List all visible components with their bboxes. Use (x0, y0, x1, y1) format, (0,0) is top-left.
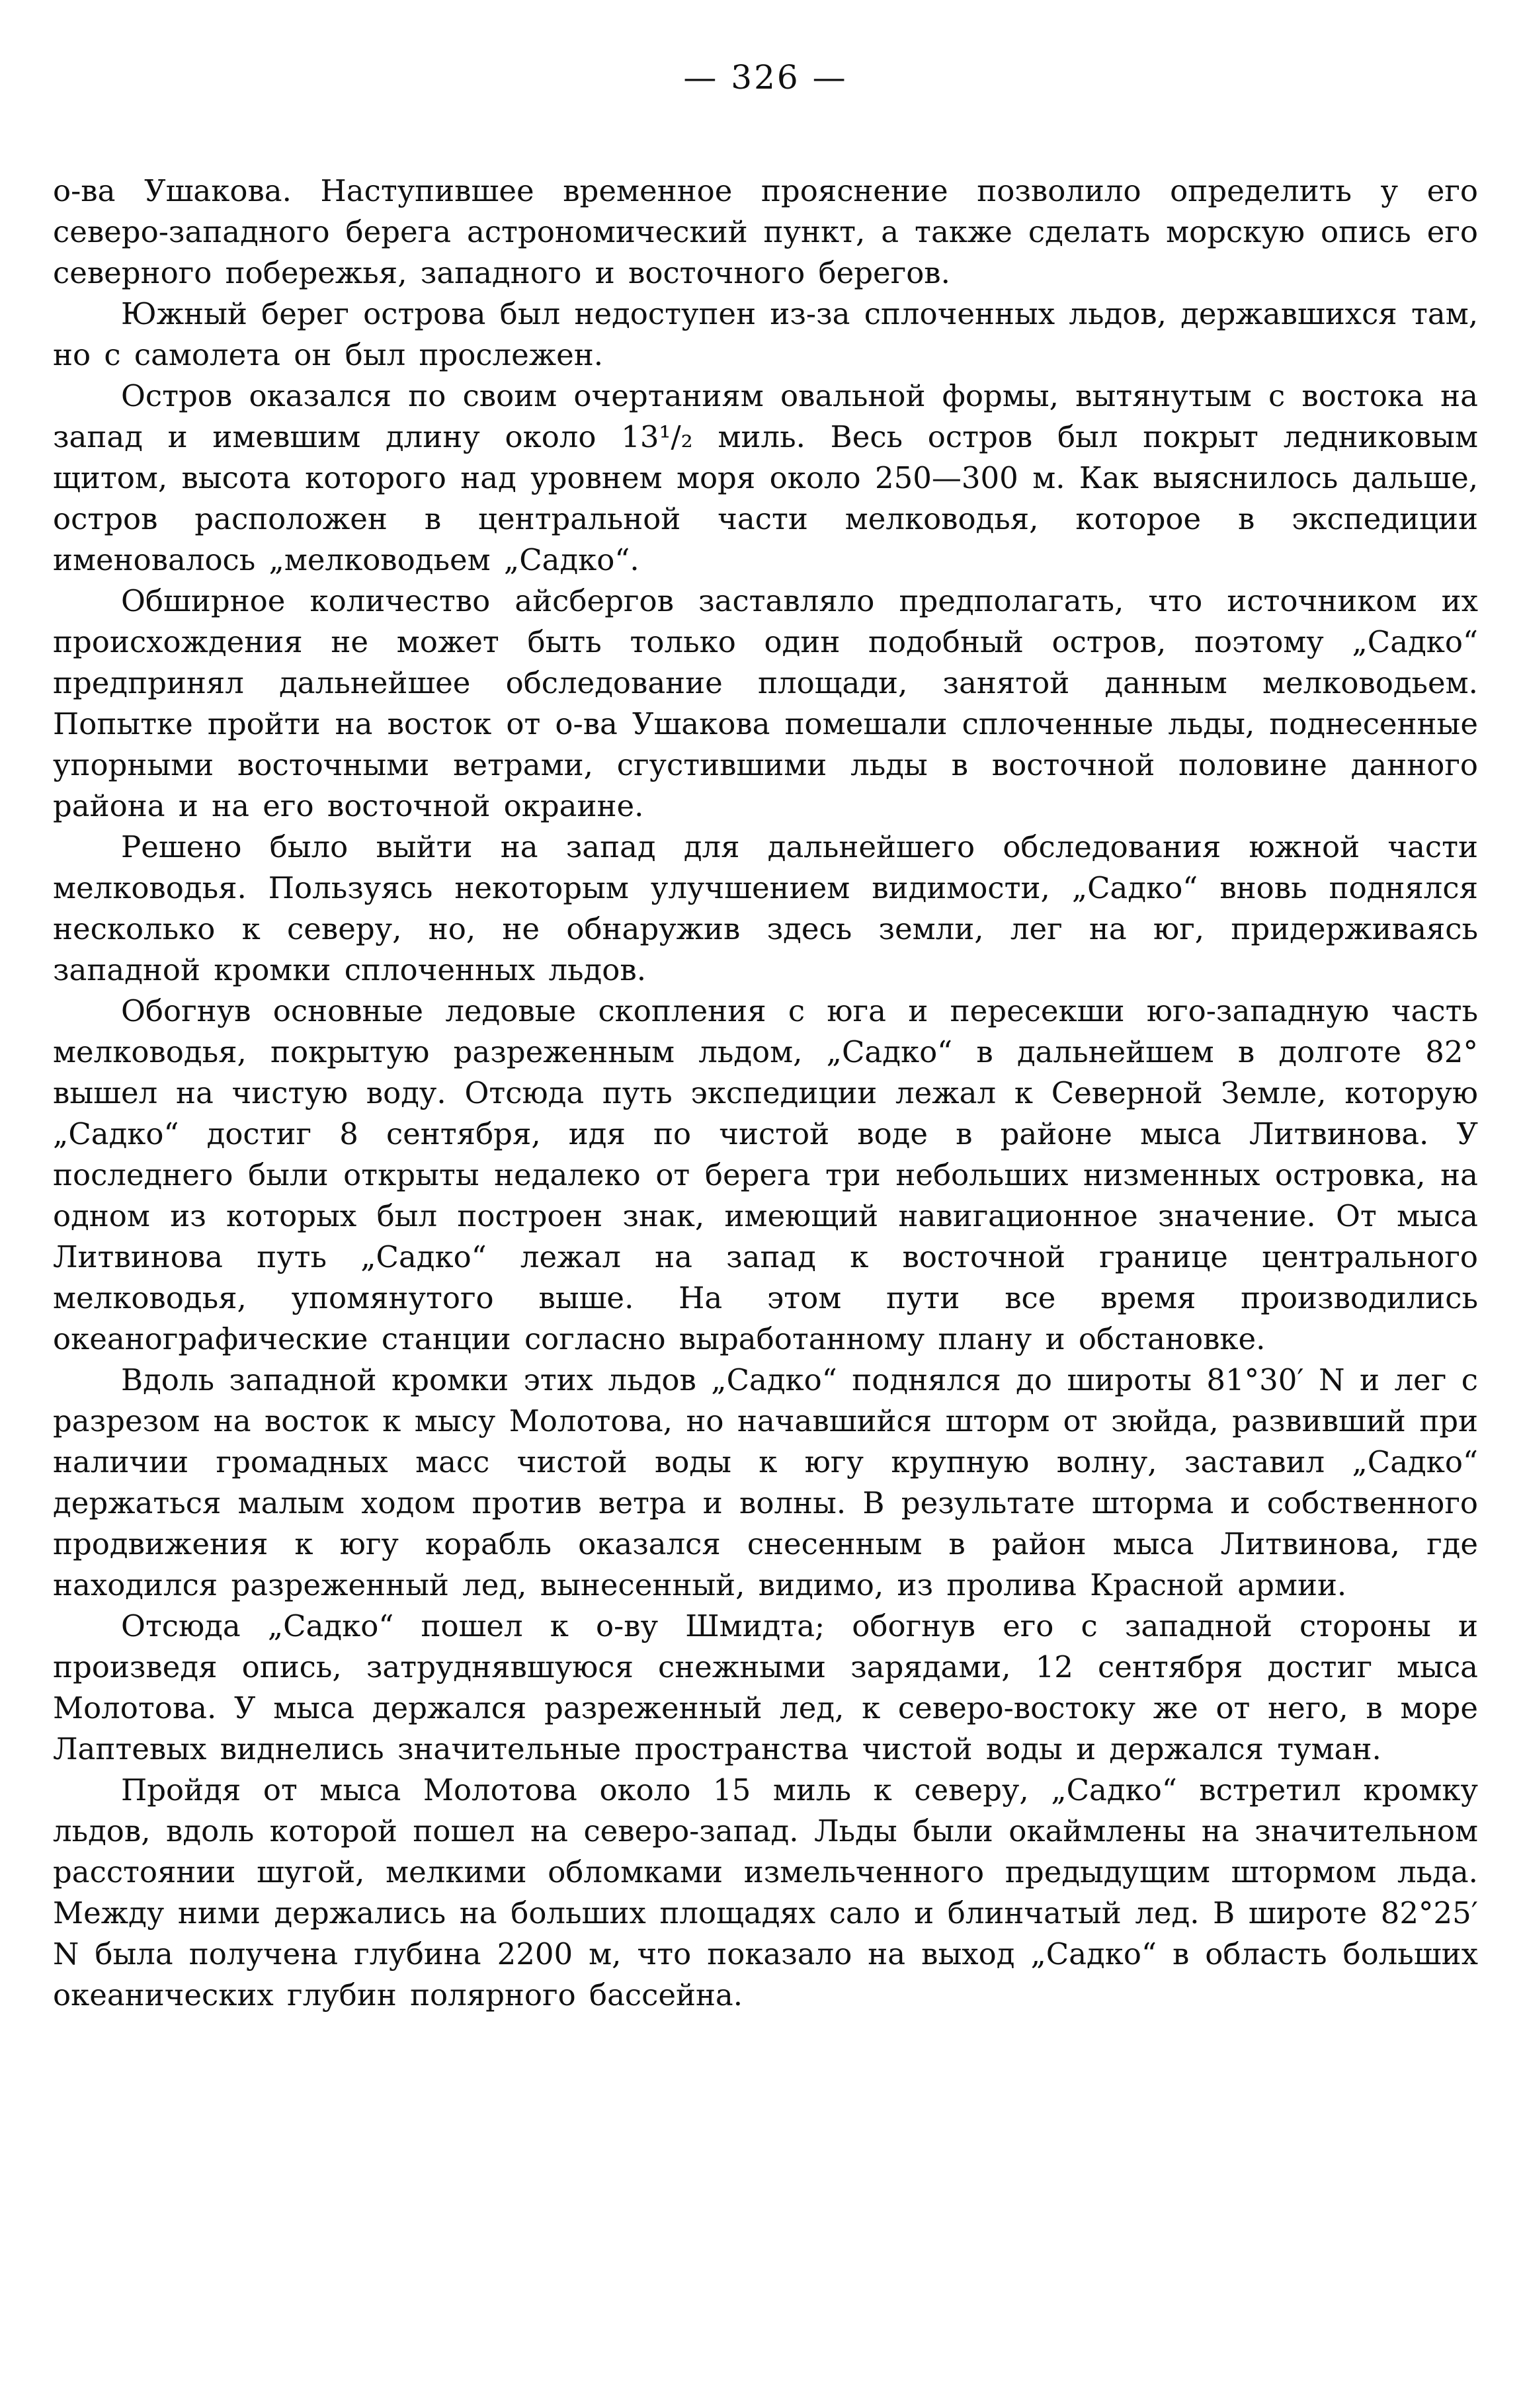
paragraph: Отсюда „Садко“ пошел к о-ву Шмидта; обогнув его с западной стороны и произведя опись, затруднявшуюся снежными зарядами, 12 сентября достиг мыса Молотова. У мыса держался разреженный лед, к северо-востоку же от него, в море Лаптевых виднелись значительные пространства чистой воды и держался туман. (53, 1608, 1478, 1766)
page-number: — 326 — (683, 58, 848, 97)
paragraph: о-ва Ушакова. Наступившее временное прояснение позволило определить у его северо-западного берега астрономический пункт, а также сделать морскую опись его северного побережья, западного и восточного берегов. (53, 173, 1478, 290)
paragraph: Пройдя от мыса Молотова около 15 миль к северу, „Садко“ встретил кромку льдов, вдоль которой пошел на северо-запад. Льды были окаймлены на значительном расстоянии шугой, мелкими обломками измельченного предыдущим штормом льда. Между ними держались на больших площадях сало и блинчатый лед. В широте 82°25′ N была получена глубина 2200 м, что показало на выход „Садко“ в область больших океанических глубин полярного бассейна. (53, 1772, 1478, 2013)
paragraph: Остров оказался по своим очертаниям овальной формы, вытянутым с востока на запад и имевшим длину около 13¹/₂ миль. Весь остров был покрыт ледниковым щитом, высота которого над уровнем моря около 250—300 м. Как выяснилось дальше, остров расположен в центральной части мелководья, которое в экспедиции именовалось „мелководьем „Садко“. (53, 378, 1478, 577)
paragraph: Обогнув основные ледовые скопления с юга и пересекши юго-западную часть мелководья, покрытую разреженным льдом, „Садко“ в дальнейшем в долготе 82° вышел на чистую воду. Отсюда путь экспедиции лежал к Северной Земле, которую „Садко“ достиг 8 сентября, идя по чистой воде в районе мыса Литвинова. У последнего были открыты недалеко от берега три небольших низменных островка, на одном из которых был построен знак, имеющий навигационное значение. От мыса Литвинова путь „Садко“ лежал на запад к восточной границе центрального мелководья, упомянутого выше. На этом пути все время производились океанографические станции согласно выработанному плану и обстановке. (53, 993, 1478, 1356)
paragraph: Обширное количество айсбергов заставляло предполагать, что источником их происхождения не может быть только один подобный остров, поэтому „Садко“ предпринял дальнейшее обследование площади, занятой данным мелководьем. Попытке пройти на восток от о-ва Ушакова помешали сплоченные льды, поднесенные упорными восточными ветрами, сгустившими льды в восточной половине данного района и на его восточной окраине. (53, 583, 1478, 823)
paragraph: Решено было выйти на запад для дальнейшего обследования южной части мелководья. Пользуясь некоторым улучшением видимости, „Садко“ вновь поднялся несколько к северу, но, не обнаружив здесь земли, лег на юг, придерживаясь западной кромки сплоченных льдов. (53, 829, 1478, 987)
body-text (53, 171, 1478, 2016)
paragraph: Южный берег острова был недоступен из-за сплоченных льдов, державшихся там, но с самолета он был прослежен. (53, 296, 1478, 372)
paragraph: Вдоль западной кромки этих льдов „Садко“ поднялся до широты 81°30′ N и лег с разрезом на восток к мысу Молотова, но начавшийся шторм от зюйда, развивший при наличии громадных масс чистой воды к югу крупную волну, заставил „Садко“ держаться малым ходом против ветра и волны. В результате шторма и собственного продвижения к югу корабль оказался снесенным в район мыса Литвинова, где находился разреженный лед, вынесенный, видимо, из пролива Красной армии. (53, 1362, 1478, 1602)
